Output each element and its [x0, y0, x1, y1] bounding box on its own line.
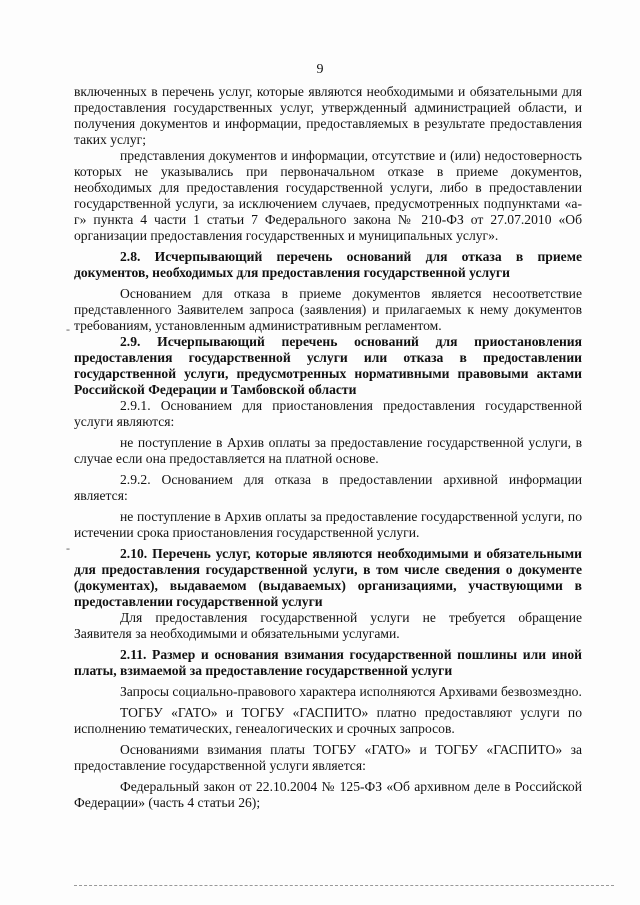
margin-scan-mark: - [66, 541, 70, 555]
section-heading-2-10: 2.10. Перечень услуг, которые являются необходимыми и обязательными для предоставления государственной услуги, в том числе сведения о документе (документах), выдаваемом (выдаваемых) организациями, участвующими в предоставлении государственной услуги [74, 546, 582, 609]
paragraph-federal-law: Федеральный закон от 22.10.2004 № 125-ФЗ «Об архивном деле в Российской Федерации» (часть 4 статьи 26); [74, 779, 582, 810]
margin-scan-mark: - [66, 322, 70, 336]
paragraph-refusal-basis: Основанием для отказа в приеме документов является несоответствие представленного Заявителем запроса (заявления) и прилагаемых к нему документов требованиям, установленным административным регламентом. [74, 286, 582, 333]
paragraph-free-requests: Запросы социально-правового характера исполняются Архивами безвозмездно. [120, 684, 582, 699]
section-heading-2-9: 2.9. Исчерпывающий перечень оснований для приостановления предоставления государственной услуги или отказа в предоставлении государственной услуги, предусмотренных нормативными правовыми актами Российской Федерации и Тамбовской области [74, 334, 582, 397]
paragraph-2-9-2: 2.9.2. Основанием для отказа в предоставлении архивной информации является: [74, 472, 582, 503]
paragraph-paid-services: ТОГБУ «ГАТО» и ТОГБУ «ГАСПИТО» платно предоставляют услуги по исполнению тематических, генеалогических и срочных запросов. [74, 705, 582, 736]
document-body [74, 84, 582, 811]
section-heading-2-11: 2.11. Размер и основания взимания государственной пошлины или иной платы, взимаемой за предоставление государственной услуги [74, 647, 582, 678]
paragraph-fee-grounds: Основаниями взимания платы ТОГБУ «ГАТО» и ТОГБУ «ГАСПИТО» за предоставление государственной услуги является: [74, 742, 582, 773]
page-number: 9 [316, 62, 324, 77]
paragraph-documents-info: представления документов и информации, отсутствие и (или) недостоверность которых не указывались при первоначальном отказе в приеме документов, необходимых для предоставления государственной услуги, либо в предоставлении государственной услуги, за исключением случаев, предусмотренных подпунктами «а-г» пункта 4 части 1 статьи 7 Федерального закона № 210-ФЗ от 27.07.2010 «Об организации предоставления государственных и муниципальных услуг». [74, 148, 582, 243]
section-heading-2-8: 2.8. Исчерпывающий перечень оснований для отказа в приеме документов, необходимых для предоставления государственной услуги [74, 249, 582, 280]
paragraph-2-9-1: 2.9.1. Основанием для приостановления предоставления государственной услуги являются: [74, 398, 582, 429]
paragraph-nonpayment-2: не поступление в Архив оплаты за предоставление государственной услуги, по истечении срока приостановления государственной услуги. [74, 509, 582, 540]
bottom-rule [74, 885, 614, 886]
paragraph-nonpayment-1: не поступление в Архив оплаты за предоставление государственной услуги, в случае если она предоставляется на платной основе. [74, 435, 582, 466]
paragraph-no-extra-services: Для предоставления государственной услуги не требуется обращение Заявителя за необходимыми и обязательными услугами. [74, 610, 582, 641]
paragraph-continuation: включенных в перечень услуг, которые являются необходимыми и обязательными для предоставления государственных услуг, утвержденный администрацией области, и получения документов и информации, предоставляемых в результате предоставления таких услуг; [74, 84, 582, 147]
